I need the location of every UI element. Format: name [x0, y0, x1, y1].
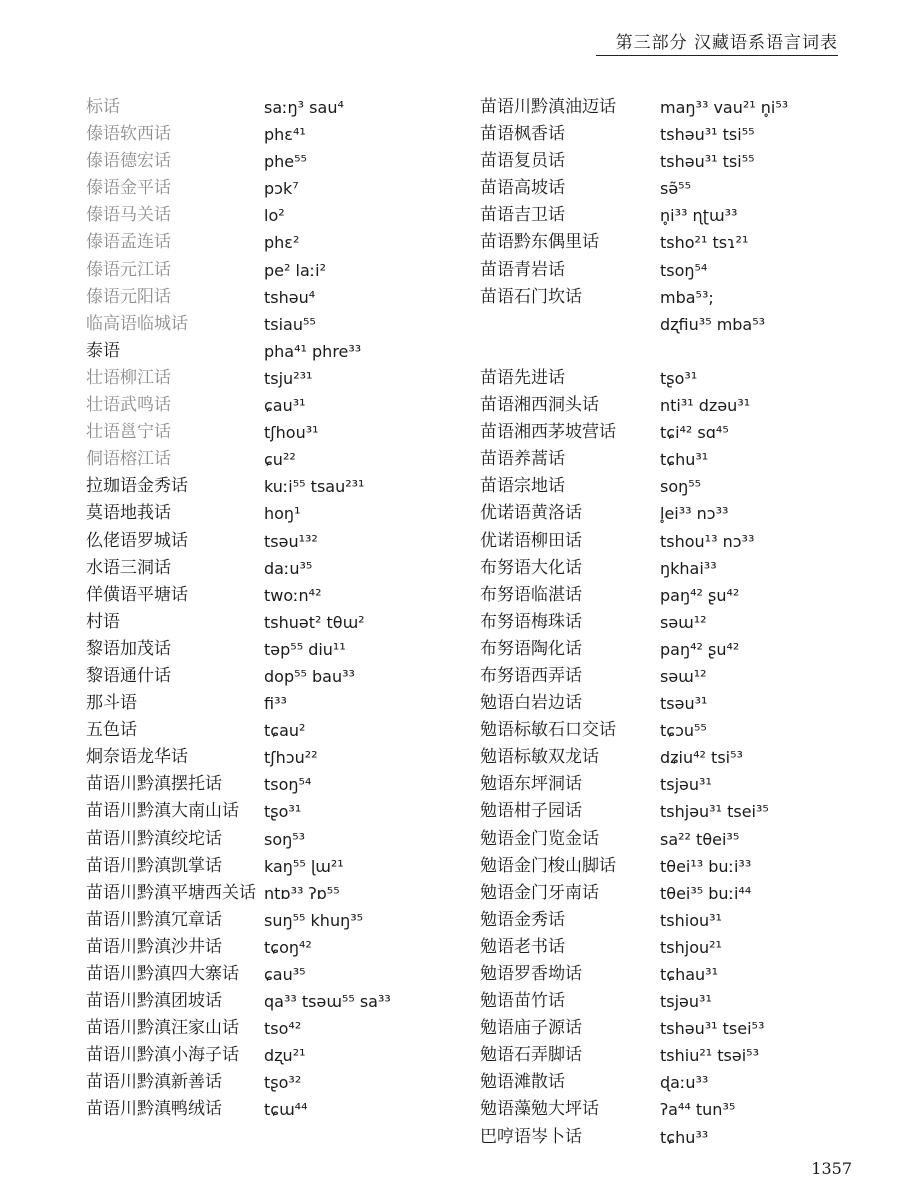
phonetic-form: tʂo³² [264, 1073, 302, 1093]
entry-row [86, 582, 476, 609]
entry-row [480, 771, 840, 798]
entry-row [480, 229, 840, 256]
phonetic-form: sə̃⁵⁵ [660, 179, 692, 199]
dialect-name: 苗语川黔滇汪家山话 [86, 1018, 239, 1039]
phonetic-form: dʑiu⁴² tsi⁵³ [660, 748, 743, 768]
dialect-name: 莫语地莪话 [86, 503, 171, 524]
dialect-name: 傣语元江话 [86, 259, 171, 280]
running-header: 第三部分 汉藏语系语言词表 [596, 28, 838, 56]
entry-row [480, 690, 840, 717]
phonetic-form: l̥ei³³ nɔ³³ [660, 504, 729, 524]
entry-row [86, 690, 476, 717]
entry-row [86, 257, 476, 284]
dialect-name: 勉语滩散话 [480, 1072, 565, 1093]
phonetic-form: soŋ⁵³ [264, 829, 306, 849]
phonetic-form: mba⁵³; [660, 287, 714, 307]
entry-row [86, 500, 476, 527]
dialect-name: 勉语老书话 [480, 936, 565, 957]
dialect-name: 傣语马关话 [86, 205, 171, 226]
dialect-name: 勉语金秀话 [480, 909, 565, 930]
entry-row [86, 528, 476, 555]
phonetic-form: pɔk⁷ [264, 179, 299, 199]
dialect-name: 勉语白岩边话 [480, 693, 582, 714]
entry-row [480, 555, 840, 582]
entry-row [86, 826, 476, 853]
entry-row [86, 338, 476, 365]
entry-row [86, 284, 476, 311]
entry-row [480, 961, 840, 988]
phonetic-form: phɛ² [264, 233, 300, 253]
phonetic-form: tθei³⁵ buːi⁴⁴ [660, 883, 752, 903]
phonetic-form: tsəu¹³² [264, 531, 318, 551]
entry-row [86, 907, 476, 934]
dialect-name: 傣语德宏话 [86, 151, 171, 172]
dialect-name: 苗语川黔滇凯掌话 [86, 855, 222, 876]
dialect-name: 苗语川黔滇摆托话 [86, 774, 222, 795]
entry-row [86, 798, 476, 825]
entry-row [480, 94, 840, 121]
phonetic-form: paŋ⁴² ʂu⁴² [660, 639, 740, 659]
phonetic-form: səɯ¹² [660, 612, 707, 632]
dialect-name: 苗语川黔滇大南山话 [86, 801, 239, 822]
dialect-name: 仫佬语罗城话 [86, 530, 188, 551]
dialect-name: 苗语川黔滇沙井话 [86, 936, 222, 957]
dialect-name: 苗语川黔滇绞坨话 [86, 828, 222, 849]
dialect-name: 勉语柑子园话 [480, 801, 582, 822]
phonetic-form: tshəu³¹ tsei⁵³ [660, 1019, 765, 1039]
dialect-name: 侗语榕江话 [86, 449, 171, 470]
entry-row [86, 880, 476, 907]
entry-row [480, 1124, 840, 1151]
phonetic-form: ntɒ³³ ʔɒ⁵⁵ [264, 883, 340, 903]
phonetic-form: tshjəu³¹ tsei³⁵ [660, 802, 769, 822]
dialect-name: 泰语 [86, 340, 120, 361]
entry-row [480, 717, 840, 744]
dialect-name: 苗语石门坎话 [480, 286, 582, 307]
dialect-name: 黎语加茂话 [86, 638, 171, 659]
entry-row [86, 988, 476, 1015]
phonetic-form: tso⁴² [264, 1019, 302, 1039]
entry-row [480, 609, 840, 636]
phonetic-form: pe² laːi² [264, 260, 326, 280]
dialect-name: 傣语元阳话 [86, 286, 171, 307]
dialect-name: 苗语川黔滇团坡话 [86, 991, 222, 1012]
entry-row [86, 202, 476, 229]
entry-row [86, 636, 476, 663]
phonetic-form: tsəu³¹ [660, 694, 708, 714]
entry-row [480, 500, 840, 527]
dialect-name: 黎语通什话 [86, 665, 171, 686]
phonetic-form: tshəu⁴ [264, 287, 316, 307]
dialect-name: 布努语陶化话 [480, 638, 582, 659]
dialect-name: 勉语标敏石口交话 [480, 720, 616, 741]
entry-row [480, 446, 840, 473]
entry-row [480, 365, 840, 392]
phonetic-form: tʂo³¹ [264, 802, 302, 822]
phonetic-form: maŋ³³ vau²¹ n̥i⁵³ [660, 98, 789, 117]
dialect-name: 布努语大化话 [480, 557, 582, 578]
phonetic-form: tɕoŋ⁴² [264, 937, 312, 957]
entry-row [480, 528, 840, 555]
entry-row [480, 934, 840, 961]
entry-row [86, 1096, 476, 1123]
dialect-name: 苗语川黔滇冗章话 [86, 909, 222, 930]
phonetic-form: tshuət² tθɯ² [264, 612, 365, 632]
entry-row [480, 636, 840, 663]
phonetic-form: ɕau³¹ [264, 396, 306, 416]
entry-row [480, 1096, 840, 1123]
dialect-name: 勉语金门览金话 [480, 828, 599, 849]
dialect-name: 苗语川黔滇鸭绒话 [86, 1099, 222, 1120]
entry-row [480, 663, 840, 690]
phonetic-form: kaŋ⁵⁵ ɭɯ²¹ [264, 856, 344, 876]
entry-row [480, 121, 840, 148]
dialect-name: 勉语金门梭山脚话 [480, 855, 616, 876]
dialect-name: 那斗语 [86, 693, 137, 714]
left-column [86, 94, 476, 1124]
entry-row [86, 934, 476, 961]
entry-row [86, 473, 476, 500]
entry-row [86, 717, 476, 744]
entry-row [86, 148, 476, 175]
phonetic-form: fi³³ [264, 694, 287, 714]
phonetic-form: dʐu²¹ [264, 1046, 306, 1066]
phonetic-form: n̥i³³ ɳʈɯ³³ [660, 206, 738, 226]
dialect-name: 苗语川黔滇四大寨话 [86, 964, 239, 984]
phonetic-form: ɕau³⁵ [264, 965, 306, 984]
phonetic-form: tsjəu³¹ [660, 992, 712, 1012]
dialect-name: 优诺语黄洛话 [480, 503, 582, 524]
phonetic-form: kuːi⁵⁵ tsau²³¹ [264, 477, 365, 497]
entry-row [86, 1042, 476, 1069]
phonetic-form: ŋkhai³³ [660, 558, 717, 578]
dialect-name: 炯奈语龙华话 [86, 747, 188, 768]
entry-row [86, 446, 476, 473]
dialect-name: 傣语金平话 [86, 178, 171, 199]
entry-row [86, 175, 476, 202]
entry-row [480, 907, 840, 934]
phonetic-form: tʃhɔu²² [264, 748, 318, 768]
dialect-name: 苗语复员话 [480, 151, 565, 172]
dialect-name: 勉语石弄脚话 [480, 1045, 582, 1066]
phonetic-form: suŋ⁵⁵ khuŋ³⁵ [264, 910, 364, 930]
phonetic-form: tʃhou³¹ [264, 423, 319, 443]
entry-row [86, 419, 476, 446]
entry-row [86, 555, 476, 582]
entry-row [86, 1015, 476, 1042]
entry-row [480, 853, 840, 880]
dialect-name: 傣语孟连话 [86, 232, 171, 253]
entry-row [480, 1069, 840, 1096]
entry-row [86, 229, 476, 256]
phonetic-form: tɕhau³¹ [660, 965, 718, 984]
phonetic-form: tsju²³¹ [264, 368, 313, 388]
phonetic-form: daːu³⁵ [264, 558, 313, 578]
phonetic-form: phe⁵⁵ [264, 152, 307, 172]
entry-row [86, 961, 476, 988]
entry-row [86, 311, 476, 338]
dialect-name: 勉语标敏双龙话 [480, 747, 599, 768]
dialect-name: 勉语金门牙南话 [480, 882, 599, 903]
entry-row [480, 1042, 840, 1069]
phonetic-form: soŋ⁵⁵ [660, 477, 702, 497]
phonetic-form: tshəu³¹ tsi⁵⁵ [660, 152, 755, 172]
phonetic-form: tɕɔu⁵⁵ [660, 721, 707, 741]
entry-row [480, 473, 840, 500]
entry-row [480, 419, 840, 446]
phonetic-form: təp⁵⁵ diu¹¹ [264, 639, 346, 659]
phonetic-form: lo² [264, 206, 285, 226]
dialect-name: 壮语邕宁话 [86, 422, 171, 443]
entry-row [480, 311, 840, 338]
dialect-name: 水语三洞话 [86, 557, 171, 578]
dialect-name: 布努语西弄话 [480, 665, 582, 686]
dialect-name: 苗语枫香话 [480, 124, 565, 145]
phonetic-form: ʔa⁴⁴ tun³⁵ [660, 1100, 736, 1120]
entry-row [480, 798, 840, 825]
phonetic-form: sa²² tθei³⁵ [660, 829, 740, 849]
dialect-name: 苗语川黔滇平塘西关话 [86, 882, 256, 903]
entry-row [480, 988, 840, 1015]
dialect-name: 苗语川黔滇油迈话 [480, 97, 616, 117]
phonetic-form: tsiau⁵⁵ [264, 314, 316, 334]
dialect-name: 勉语东坪洞话 [480, 774, 582, 795]
dialect-name: 勉语罗香坳话 [480, 964, 582, 984]
phonetic-form: tθei¹³ buːi³³ [660, 856, 752, 876]
dialect-name: 苗语川黔滇新善话 [86, 1072, 222, 1093]
phonetic-form: tɕɯ⁴⁴ [264, 1100, 308, 1120]
phonetic-form: dʐfiu³⁵ mba⁵³ [660, 314, 766, 334]
entry-row [480, 826, 840, 853]
phonetic-form: paŋ⁴² ʂu⁴² [660, 585, 740, 605]
dialect-name: 苗语高坡话 [480, 178, 565, 199]
entry-row [86, 853, 476, 880]
dialect-name: 苗语养蒿话 [480, 449, 565, 470]
phonetic-form: tshiu²¹ tsəi⁵³ [660, 1046, 759, 1066]
phonetic-form: tsho²¹ tsɿ²¹ [660, 233, 749, 253]
phonetic-form: nti³¹ dzəu³¹ [660, 396, 751, 416]
phonetic-form: tshjou²¹ [660, 937, 722, 957]
entry-row [480, 582, 840, 609]
right-column [480, 94, 840, 1151]
phonetic-form: hoŋ¹ [264, 504, 301, 524]
phonetic-form: tshiou³¹ [660, 910, 722, 930]
phonetic-form: tsoŋ⁵⁴ [660, 260, 708, 280]
entry-row [480, 744, 840, 771]
entry-row [86, 365, 476, 392]
phonetic-form: tʂo³¹ [660, 368, 698, 388]
dialect-name: 勉语藻勉大坪话 [480, 1099, 599, 1120]
dialect-name: 傣语软西话 [86, 124, 171, 145]
dialect-name: 苗语先进话 [480, 367, 565, 388]
dialect-name: 五色话 [86, 720, 137, 741]
phonetic-form: pha⁴¹ phre³³ [264, 341, 362, 361]
dialect-name: 佯僙语平塘话 [86, 584, 188, 605]
dialect-name: 壮语柳江话 [86, 367, 171, 388]
entry-row [480, 880, 840, 907]
phonetic-form: tɕhu³¹ [660, 450, 709, 470]
entry-row [480, 338, 840, 365]
phonetic-form: tshəu³¹ tsi⁵⁵ [660, 125, 755, 145]
entry-row [86, 663, 476, 690]
dialect-name: 巴哼语岑卜话 [480, 1126, 582, 1147]
entry-row [480, 175, 840, 202]
dialect-name: 苗语湘西洞头话 [480, 395, 599, 416]
entry-row [86, 392, 476, 419]
phonetic-form: saːŋ³ sau⁴ [264, 98, 344, 117]
dialect-name: 苗语湘西茅坡营话 [480, 422, 616, 443]
entry-row [86, 1069, 476, 1096]
phonetic-form: tɕau² [264, 721, 306, 741]
phonetic-form: twoːn⁴² [264, 585, 322, 605]
phonetic-form: tsoŋ⁵⁴ [264, 775, 312, 795]
dialect-name: 苗语川黔滇小海子话 [86, 1045, 239, 1066]
entry-row [480, 202, 840, 229]
phonetic-form: səɯ¹² [660, 666, 707, 686]
dialect-name: 临高语临城话 [86, 313, 188, 334]
dialect-name: 壮语武鸣话 [86, 395, 171, 416]
entry-row [86, 744, 476, 771]
dialect-name: 勉语苗竹话 [480, 991, 565, 1012]
dialect-name: 苗语青岩话 [480, 259, 565, 280]
phonetic-form: phɛ⁴¹ [264, 125, 306, 145]
dialect-name: 苗语吉卫话 [480, 205, 565, 226]
dialect-name: 优诺语柳田话 [480, 530, 582, 551]
dialect-name: 勉语庙子源话 [480, 1018, 582, 1039]
phonetic-form: tɕi⁴² sɑ⁴⁵ [660, 423, 729, 443]
page-number: 1357 [811, 1159, 852, 1178]
dialect-name: 村语 [86, 611, 120, 632]
dialect-name: 布努语临湛话 [480, 584, 582, 605]
dialect-name: 标话 [86, 97, 120, 117]
phonetic-form: tsjəu³¹ [660, 775, 712, 795]
entry-row [480, 392, 840, 419]
dialect-name: 苗语宗地话 [480, 476, 565, 497]
entry-row [86, 771, 476, 798]
entry-row [480, 257, 840, 284]
entry-row [86, 121, 476, 148]
entry-row [86, 94, 476, 121]
phonetic-form: tɕhu³³ [660, 1127, 709, 1147]
entry-row [480, 284, 840, 311]
phonetic-form: ɕu²² [264, 450, 296, 470]
phonetic-form: ɖaːu³³ [660, 1073, 709, 1093]
entry-row [86, 609, 476, 636]
dialect-name: 拉珈语金秀话 [86, 476, 188, 497]
phonetic-form: dop⁵⁵ bau³³ [264, 666, 355, 686]
entry-row [480, 1015, 840, 1042]
phonetic-form: qa³³ tsəɯ⁵⁵ sa³³ [264, 992, 391, 1012]
phonetic-form: tshou¹³ nɔ³³ [660, 531, 755, 551]
dialect-name: 苗语黔东偶里话 [480, 232, 599, 253]
entry-row [480, 148, 840, 175]
dialect-name: 布努语梅珠话 [480, 611, 582, 632]
